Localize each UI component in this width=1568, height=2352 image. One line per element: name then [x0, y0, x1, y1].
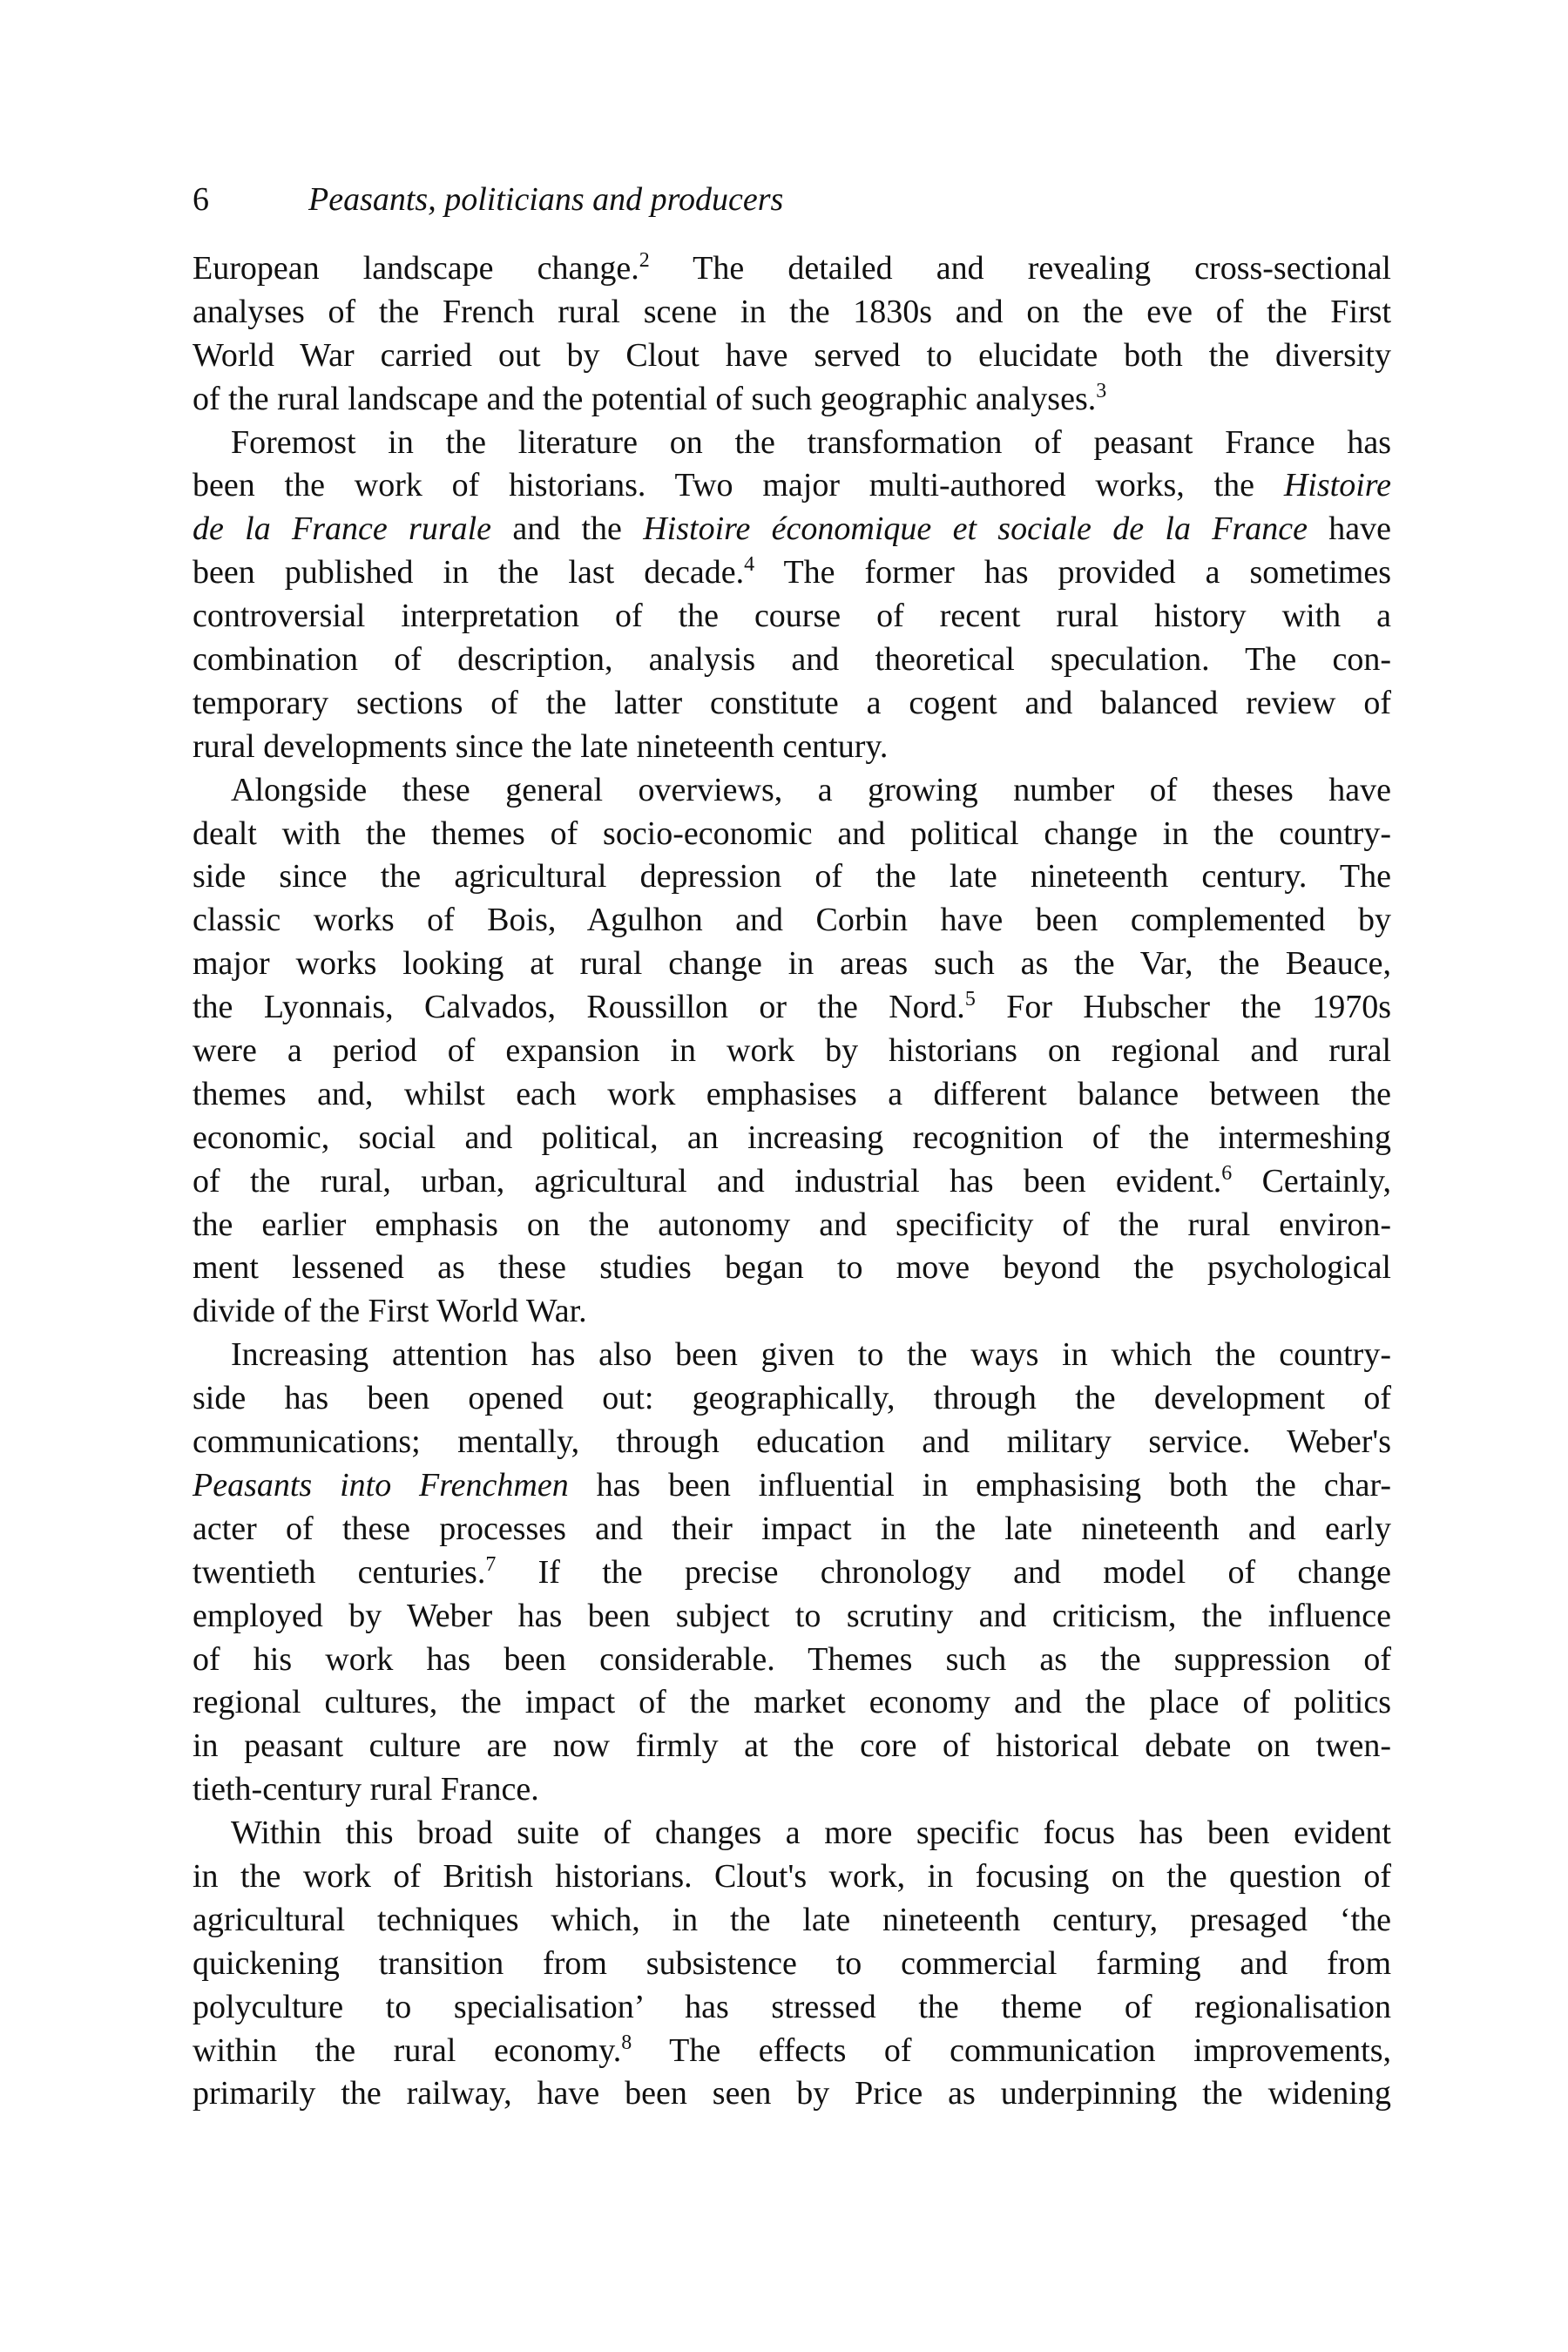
text-line — [193, 726, 1391, 769]
footnote-marker: 3 — [1096, 379, 1107, 402]
text-run: were a period of expansion in work by historians on regional and rural — [193, 1032, 1391, 1070]
text-line — [193, 378, 1391, 422]
text-run: of his work has been considerable. Themes such as the suppression of — [193, 1640, 1391, 1678]
footnote-marker: 4 — [744, 553, 755, 577]
text-line — [193, 464, 1391, 508]
text-run: classic works of Bois, Agulhon and Corbin have been complemented by — [193, 902, 1391, 939]
text-line — [193, 335, 1391, 378]
text-run: acter of these processes and their impact in the late nineteenth and early — [193, 1510, 1391, 1547]
text-run: Foremost in the literature on the transformation of peasant France has — [231, 423, 1391, 461]
paragraph — [193, 769, 1391, 1335]
text-run: been published in the last decade. — [193, 554, 745, 591]
text-run: If the precise chronology and model of change — [496, 1553, 1392, 1591]
text-run: Increasing attention has also been given to the ways in which the country- — [231, 1336, 1391, 1374]
text-run: regional cultures, the impact of the market economy and the place of politics — [193, 1684, 1391, 1721]
footnote-marker: 6 — [1221, 1161, 1233, 1185]
text-line — [193, 1639, 1391, 1682]
italic-title: Histoire économique et sociale de la France — [643, 510, 1308, 548]
text-line — [193, 1768, 1391, 1812]
text-line — [193, 1117, 1391, 1160]
italic-title: de la France rurale — [193, 510, 492, 548]
text-run: communications; mentally, through education and military service. Weber's — [193, 1423, 1391, 1461]
text-line — [193, 2030, 1391, 2073]
text-line — [193, 1986, 1391, 2030]
text-run: primarily the railway, have been seen by Price as underpinning the widening — [193, 2075, 1391, 2112]
text-line — [193, 639, 1391, 682]
text-run: combination of description, analysis and theoretical speculation. The con- — [193, 641, 1391, 679]
text-run: side since the agricultural depression of the late nineteenth century. The — [193, 858, 1391, 896]
text-line — [193, 1855, 1391, 1899]
text-run: of the rural, urban, agricultural and industrial has been evident. — [193, 1162, 1222, 1200]
text-line — [193, 1812, 1391, 1855]
text-run: agricultural techniques which, in the late nineteenth century, presaged ‘the — [193, 1901, 1391, 1938]
italic-title: Histoire — [1283, 467, 1391, 504]
text-run: been the work of historians. Two major multi-authored works, the — [193, 467, 1284, 504]
text-run: of the rural landscape and the potential of such geographic analyses. — [193, 380, 1097, 417]
text-run: The effects of communication improvements, — [632, 2031, 1391, 2069]
text-run: have — [1307, 510, 1392, 548]
text-line — [193, 682, 1391, 726]
text-run: in the work of British historians. Clout's work, in focusing on the question of — [193, 1857, 1391, 1895]
text-line — [193, 1377, 1391, 1421]
text-line — [193, 1073, 1391, 1117]
text-line — [193, 1334, 1391, 1377]
text-run: within the rural economy. — [193, 2031, 622, 2069]
text-run: temporary sections of the latter constitute a cogent and balanced review of — [193, 684, 1391, 721]
text-run: ment lessened as these studies began to move beyond the psychological — [193, 1249, 1391, 1287]
text-line — [193, 1681, 1391, 1725]
text-line — [193, 1464, 1391, 1508]
text-run: rural developments since the late nineteenth century. — [193, 727, 889, 765]
text-line — [193, 899, 1391, 943]
text-line — [193, 855, 1391, 899]
footnote-marker: 7 — [485, 1552, 497, 1576]
text-run: and the — [491, 510, 644, 548]
text-line — [193, 1595, 1391, 1639]
text-run: Alongside these general overviews, a growing number of theses have — [231, 771, 1391, 808]
italic-title: Peasants into Frenchmen — [193, 1466, 569, 1504]
text-line — [193, 1290, 1391, 1334]
running-title: Peasants, politicians and producers — [308, 181, 784, 218]
footnote-marker: 8 — [621, 2031, 632, 2054]
page-number: 6 — [193, 181, 209, 218]
text-run: themes and, whilst each work emphasises a different balance between the — [193, 1075, 1391, 1112]
text-line — [193, 1551, 1391, 1595]
text-run: dealt with the themes of socio-economic and political change in the country- — [193, 814, 1391, 852]
text-line — [193, 1899, 1391, 1943]
text-run: has been influential in emphasising both the char- — [568, 1466, 1391, 1504]
text-run: twentieth centuries. — [193, 1553, 486, 1591]
text-line — [193, 422, 1391, 465]
text-run: For Hubscher the 1970s — [975, 989, 1391, 1026]
text-line — [193, 1943, 1391, 1986]
text-run: divide of the First World War. — [193, 1293, 587, 1330]
text-line — [193, 769, 1391, 813]
text-line — [193, 1204, 1391, 1247]
text-line — [193, 551, 1391, 595]
text-run: in peasant culture are now firmly at the core of historical debate on twen- — [193, 1727, 1391, 1765]
text-run: major works looking at rural change in areas such as the Var, the Beauce, — [193, 945, 1391, 983]
body-text — [193, 247, 1391, 2116]
text-run: the Lyonnais, Calvados, Roussillon or the Nord. — [193, 989, 965, 1026]
text-run: economic, social and political, an increasing recognition of the intermeshing — [193, 1119, 1391, 1156]
paragraph — [193, 1334, 1391, 1812]
text-run: analyses of the French rural scene in the 1830s and on the eve of the First — [193, 293, 1391, 330]
text-line — [193, 986, 1391, 1030]
text-run: The former has provided a sometimes — [754, 554, 1391, 591]
text-run: European landscape change. — [193, 250, 639, 287]
footnote-marker: 2 — [639, 249, 650, 272]
text-run: side has been opened out: geographically, through the development of — [193, 1380, 1391, 1417]
text-run: the earlier emphasis on the autonomy and specificity of the rural environ- — [193, 1206, 1391, 1243]
text-line — [193, 943, 1391, 986]
text-line — [193, 508, 1391, 551]
text-line — [193, 1508, 1391, 1551]
text-line — [193, 2072, 1391, 2116]
text-run: quickening transition from subsistence to commercial farming and from — [193, 1944, 1391, 1982]
text-run: Within this broad suite of changes a more specific focus has been evident — [231, 1815, 1391, 1852]
text-line — [193, 813, 1391, 856]
text-run: The detailed and revealing cross-sectional — [649, 250, 1391, 287]
text-run: tieth-century rural France. — [193, 1771, 539, 1808]
text-run: Certainly, — [1232, 1162, 1392, 1200]
text-line — [193, 1421, 1391, 1464]
footnote-marker: 5 — [964, 988, 976, 1011]
text-run: controversial interpretation of the course of recent rural history with a — [193, 598, 1391, 635]
text-run: polyculture to specialisation’ has stressed the theme of regionalisation — [193, 1988, 1391, 2025]
text-run: employed by Weber has been subject to scrutiny and criticism, the influence — [193, 1597, 1391, 1634]
text-line — [193, 1725, 1391, 1768]
text-line — [193, 291, 1391, 335]
text-line — [193, 1247, 1391, 1290]
text-run: World War carried out by Clout have served to elucidate both the diversity — [193, 336, 1391, 374]
text-line — [193, 1160, 1391, 1204]
paragraph — [193, 1812, 1391, 2116]
paragraph — [193, 247, 1391, 422]
text-line — [193, 1030, 1391, 1073]
paragraph — [193, 422, 1391, 769]
text-line — [193, 247, 1391, 291]
text-line — [193, 595, 1391, 639]
